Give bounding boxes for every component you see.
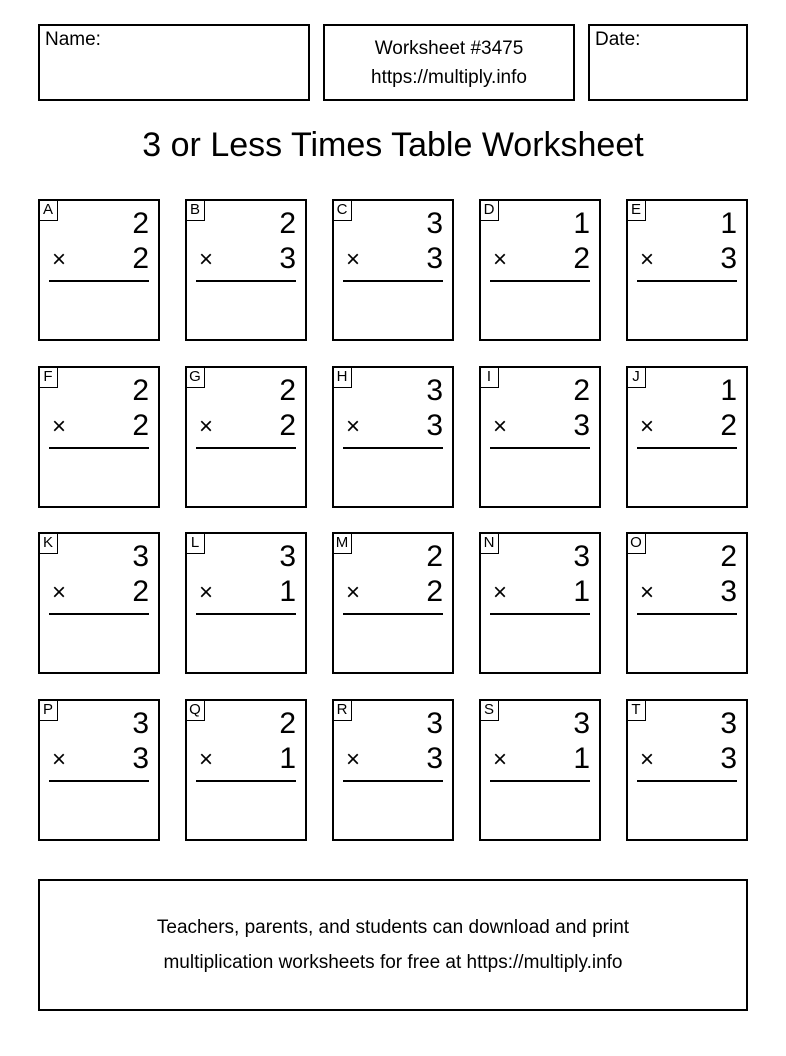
problem-bottom-number: 1 (573, 742, 590, 775)
answer-line (637, 447, 737, 449)
answer-line (637, 280, 737, 282)
answer-line (196, 613, 296, 615)
problem-letter: R (333, 700, 352, 721)
multiply-sign: × (493, 246, 508, 273)
problem-top-number: 1 (720, 207, 737, 240)
footer-line-2: multiplication worksheets for free at https://multiply.info (163, 952, 623, 973)
problem-card (185, 366, 307, 508)
answer-line (343, 447, 443, 449)
problem-top-number: 3 (720, 707, 737, 740)
problem-card (332, 366, 454, 508)
problem-card (38, 366, 160, 508)
problem-card (479, 366, 601, 508)
multiply-sign: × (199, 579, 214, 606)
worksheet-url: https://multiply.info (371, 66, 527, 88)
problem-top-number: 2 (132, 374, 149, 407)
page-title: 3 or Less Times Table Worksheet (142, 126, 644, 164)
problem-bottom-number: 2 (573, 242, 590, 275)
problem-letter: K (39, 533, 58, 554)
multiply-sign: × (199, 413, 214, 440)
multiply-sign: × (493, 413, 508, 440)
answer-line (490, 280, 590, 282)
problem-letter: C (333, 200, 352, 221)
answer-line (490, 447, 590, 449)
problem-card (479, 699, 601, 841)
problem-bottom-number: 2 (132, 242, 149, 275)
problem-top-number: 3 (132, 707, 149, 740)
problem-card (38, 199, 160, 341)
problem-card (479, 199, 601, 341)
problem-bottom-number: 2 (426, 575, 443, 608)
answer-line (49, 280, 149, 282)
problem-card (332, 699, 454, 841)
problem-letter: T (627, 700, 646, 721)
name-label: Name: (45, 29, 101, 50)
problem-card (38, 699, 160, 841)
problem-top-number: 3 (573, 707, 590, 740)
answer-line (637, 780, 737, 782)
problem-bottom-number: 3 (573, 409, 590, 442)
problem-bottom-number: 3 (426, 742, 443, 775)
problem-letter: H (333, 367, 352, 388)
answer-line (196, 780, 296, 782)
answer-line (49, 780, 149, 782)
problem-card (185, 199, 307, 341)
problem-bottom-number: 1 (279, 575, 296, 608)
problem-top-number: 3 (279, 540, 296, 573)
problem-letter: P (39, 700, 58, 721)
worksheet-info-box (323, 24, 575, 101)
problem-bottom-number: 3 (426, 242, 443, 275)
problem-top-number: 3 (426, 207, 443, 240)
problem-letter: L (186, 533, 205, 554)
problem-bottom-number: 3 (720, 742, 737, 775)
problem-bottom-number: 3 (279, 242, 296, 275)
problem-card (185, 532, 307, 674)
answer-line (343, 613, 443, 615)
problem-letter: O (627, 533, 646, 554)
problem-top-number: 2 (132, 207, 149, 240)
problem-top-number: 3 (132, 540, 149, 573)
date-field-box (588, 24, 748, 101)
problem-top-number: 2 (573, 374, 590, 407)
problem-card (38, 532, 160, 674)
problem-bottom-number: 1 (573, 575, 590, 608)
problem-card (626, 532, 748, 674)
multiply-sign: × (346, 579, 361, 606)
footer-line-1: Teachers, parents, and students can download and print (156, 917, 630, 938)
multiply-sign: × (52, 746, 67, 773)
problem-top-number: 2 (426, 540, 443, 573)
answer-line (343, 280, 443, 282)
problem-top-number: 2 (279, 207, 296, 240)
problem-letter: F (39, 367, 58, 388)
problem-bottom-number: 3 (426, 409, 443, 442)
answer-line (490, 613, 590, 615)
multiply-sign: × (640, 746, 655, 773)
date-label: Date: (595, 29, 641, 50)
problem-top-number: 2 (720, 540, 737, 573)
multiply-sign: × (52, 413, 67, 440)
problem-card (332, 199, 454, 341)
problem-bottom-number: 2 (720, 409, 737, 442)
problem-bottom-number: 2 (132, 409, 149, 442)
problem-bottom-number: 2 (132, 575, 149, 608)
problem-card (626, 199, 748, 341)
problem-top-number: 1 (720, 374, 737, 407)
problem-top-number: 2 (279, 707, 296, 740)
problem-bottom-number: 1 (279, 742, 296, 775)
problem-bottom-number: 3 (132, 742, 149, 775)
answer-line (343, 780, 443, 782)
problem-letter: G (186, 367, 205, 388)
problem-letter: I (480, 367, 499, 388)
multiply-sign: × (346, 413, 361, 440)
multiply-sign: × (52, 246, 67, 273)
multiply-sign: × (52, 579, 67, 606)
problem-letter: J (627, 367, 646, 388)
problem-letter: D (480, 200, 499, 221)
answer-line (196, 447, 296, 449)
multiply-sign: × (199, 746, 214, 773)
problem-top-number: 1 (573, 207, 590, 240)
multiply-sign: × (640, 246, 655, 273)
problem-letter: M (333, 533, 352, 554)
multiply-sign: × (493, 746, 508, 773)
problem-card (185, 699, 307, 841)
answer-line (490, 780, 590, 782)
problem-top-number: 3 (573, 540, 590, 573)
problem-bottom-number: 3 (720, 242, 737, 275)
name-field-box (38, 24, 310, 101)
problem-letter: B (186, 200, 205, 221)
problem-top-number: 3 (426, 374, 443, 407)
problem-card (332, 532, 454, 674)
worksheet-number: Worksheet #3475 (374, 37, 524, 59)
problem-top-number: 3 (426, 707, 443, 740)
multiply-sign: × (640, 413, 655, 440)
problem-top-number: 2 (279, 374, 296, 407)
multiply-sign: × (346, 746, 361, 773)
problem-bottom-number: 2 (279, 409, 296, 442)
problem-bottom-number: 3 (720, 575, 737, 608)
problem-card (626, 699, 748, 841)
problem-letter: E (627, 200, 646, 221)
multiply-sign: × (493, 579, 508, 606)
problem-card (626, 366, 748, 508)
answer-line (49, 613, 149, 615)
multiply-sign: × (346, 246, 361, 273)
answer-line (196, 280, 296, 282)
answer-line (49, 447, 149, 449)
problem-letter: N (480, 533, 499, 554)
multiply-sign: × (199, 246, 214, 273)
multiply-sign: × (640, 579, 655, 606)
problem-letter: A (39, 200, 58, 221)
problem-letter: S (480, 700, 499, 721)
problem-card (479, 532, 601, 674)
problem-letter: Q (186, 700, 205, 721)
answer-line (637, 613, 737, 615)
footer-box (38, 879, 748, 1011)
